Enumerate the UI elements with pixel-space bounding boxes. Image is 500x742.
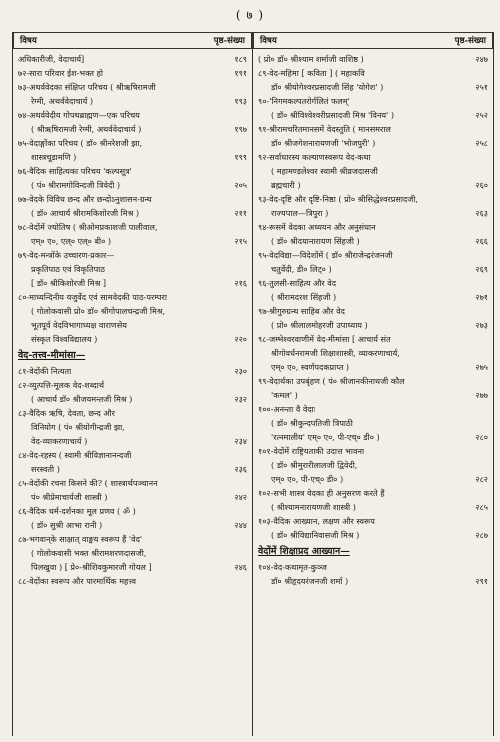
toc-entry-title: ८४-वेद-रहस्य ( स्वामी श्रीविज्ञानानन्दजी — [18, 450, 132, 460]
toc-entry-line — [258, 402, 488, 416]
toc-entry-line — [258, 234, 488, 248]
toc-entry-page — [484, 374, 488, 388]
toc-entry-line — [18, 546, 247, 560]
toc-entry-page — [243, 192, 247, 206]
toc-entry-line — [258, 574, 488, 588]
toc-entry-title: ७७-वेदके विविध छन्द और छन्दोऽनुशासन-ग्रन्थ — [18, 194, 152, 204]
toc-entry-page — [243, 378, 247, 392]
toc-entry-line — [18, 518, 247, 532]
toc-entry-title: चतुर्वेदी, डी० लिट्० ) — [271, 264, 332, 274]
toc-entry-page — [243, 318, 247, 332]
toc-entry-page — [484, 486, 488, 500]
toc-entry-line — [258, 164, 488, 178]
toc-entry-line — [18, 164, 247, 178]
toc-entry — [258, 220, 488, 248]
toc-entry-title: पं० श्रीप्रेमाचार्यजी शास्त्री ) — [31, 492, 108, 502]
toc-entry-page — [243, 504, 247, 518]
toc-entry-line — [258, 150, 488, 164]
toc-entry-page — [484, 458, 488, 472]
toc-entry-line — [258, 332, 488, 346]
toc-entry-line — [18, 560, 247, 574]
toc-entry-line — [18, 234, 247, 248]
toc-entry — [258, 444, 488, 486]
toc-entry-line — [18, 178, 247, 192]
toc-entry-title: शास्त्रचूडामणि ) — [31, 152, 77, 162]
toc-entry-title: ( डॉ० आचार्य श्रीरामकिशोरजी मिश्र ) — [31, 208, 140, 218]
toc-entry-title: ( डॉ० सुश्री आभा रानी ) — [31, 520, 103, 530]
toc-entry-line — [18, 290, 247, 304]
toc-entry-line — [258, 472, 488, 486]
column-header — [253, 32, 493, 49]
toc-entry-page: २३२ — [234, 394, 247, 404]
toc-entry-page: २५८ — [475, 138, 488, 148]
header-subject: विषय — [260, 36, 277, 46]
toc-entry-line — [258, 444, 488, 458]
toc-entry-title: [ डॉ० श्रीकिशोरजी मिश्र ] — [31, 278, 107, 288]
toc-entry-page — [243, 262, 247, 276]
toc-entry-page — [243, 574, 247, 588]
toc-entry-line — [258, 220, 488, 234]
toc-entry — [18, 248, 247, 290]
toc-entry-line — [18, 448, 247, 462]
toc-entry-page — [484, 304, 488, 318]
toc-entry-page: २८५ — [475, 502, 488, 512]
toc-entry-line — [18, 262, 247, 276]
toc-entry — [18, 378, 247, 406]
toc-entry-line — [258, 388, 488, 402]
toc-entry — [18, 290, 247, 346]
toc-entry-line — [18, 392, 247, 406]
toc-entry-title: ७३-अथर्ववेदका संक्षिप्त परिचय ( श्रीऋषिरामजी — [18, 82, 156, 92]
toc-entry-line — [18, 108, 247, 122]
toc-entry-page — [243, 108, 247, 122]
toc-entry-line — [258, 346, 488, 360]
toc-entry-page — [243, 532, 247, 546]
toc-entry — [18, 66, 247, 80]
toc-entry-title: १००-अनन्ता वै वेदाः — [258, 404, 316, 414]
toc-entry-title: ९०-'निगमकल्पतरोर्गलितं फलम्' — [258, 96, 350, 106]
toc-entry-line — [18, 318, 247, 332]
toc-entry-page — [243, 406, 247, 420]
toc-entry-title: पिलखुवा ) [ प्रे०-श्रीशिवकुमारजी गोयल ] — [31, 562, 152, 572]
toc-entry-page: २८२ — [475, 474, 488, 484]
toc-entry-title: संस्कृत विश्वविद्यालय ) — [31, 334, 98, 344]
toc-entry — [18, 136, 247, 164]
toc-entry-line — [18, 332, 247, 346]
toc-entry — [18, 164, 247, 192]
toc-entry-line — [258, 66, 488, 80]
toc-entry-line — [258, 80, 488, 94]
toc-entry-page: २५१ — [475, 82, 488, 92]
toc-entry-line — [18, 420, 247, 434]
toc-entry — [18, 504, 247, 532]
toc-entry-page: २७५ — [475, 362, 488, 372]
toc-entry-page — [484, 402, 488, 416]
toc-entry — [258, 150, 488, 192]
toc-entry-page — [243, 136, 247, 150]
toc-entry-line — [18, 122, 247, 136]
toc-entry-page: २६६ — [475, 236, 488, 246]
toc-entry-line — [18, 66, 247, 80]
toc-entry-line — [258, 136, 488, 150]
toc-entry — [18, 532, 247, 574]
toc-entry-page — [484, 66, 488, 80]
toc-entry-page: २७३ — [475, 320, 488, 330]
page-number: ( ७ ) — [235, 8, 265, 22]
toc-entry-page: १९३ — [234, 96, 247, 106]
toc-entry-title: ८१-वेदोंकी नित्यता — [18, 366, 72, 376]
toc-entry — [18, 192, 247, 220]
toc-entry-line — [258, 290, 488, 304]
toc-entry-line — [18, 406, 247, 420]
toc-entry-line — [18, 136, 247, 150]
toc-entry-line — [258, 486, 488, 500]
toc-entry-page — [484, 444, 488, 458]
toc-entry-line — [258, 206, 488, 220]
toc-entry-page: २३४ — [234, 436, 247, 446]
toc-entry-title: ( गोलोकवासी प्रो० डॉ० श्रीगोपालचन्द्रजी मिश्र, — [31, 306, 166, 316]
toc-columns — [12, 32, 494, 736]
toc-entry — [258, 514, 488, 542]
header-subject: विषय — [20, 36, 37, 46]
toc-entry-title: ( प्रो० श्रीलालमोहरजी उपाध्याय ) — [271, 320, 368, 330]
toc-entry-page — [484, 94, 488, 108]
toc-entry-title: डॉ० श्रीयोगेश्वरप्रसादजी सिंह 'योगेश' ) — [271, 82, 384, 92]
toc-entry-title: डॉ० श्रीजगेशनारायणजी 'भोजपुरी' ) — [271, 138, 376, 148]
toc-entry-title: एम्० ए०, एल्० एल्० बी० ) — [31, 236, 112, 246]
toc-entry-title: ( डॉ० श्रीविश्वेश्वरीप्रसादजी मिश्र 'विनय' ) — [271, 110, 394, 120]
toc-column-right — [253, 32, 494, 736]
toc-entry-page — [484, 346, 488, 360]
toc-entry — [258, 374, 488, 402]
toc-entry — [258, 560, 488, 588]
toc-entry-title: 'कमल' ) — [271, 390, 298, 400]
toc-entry — [18, 364, 247, 378]
toc-entry-line — [258, 514, 488, 528]
toc-entry-line — [258, 262, 488, 276]
toc-entry-page: २४६ — [234, 562, 247, 572]
toc-entry-page — [484, 164, 488, 178]
toc-entry-page — [243, 220, 247, 234]
toc-entry-line — [258, 122, 488, 136]
toc-entry-page — [243, 304, 247, 318]
toc-entry-line — [18, 434, 247, 448]
toc-entry-title: ८०-माध्यन्दिनीय यजुर्वेद एवं सामवेदकी पाठ-परम्परा — [18, 292, 167, 302]
toc-entry-title: ( महामण्डलेश्वर स्वामी श्रीव्रजदासजी — [271, 166, 378, 176]
toc-entry-title: ८५-वेदोंकी रचना किसने की? ( शास्त्रार्थपञ्चानन — [18, 478, 158, 488]
toc-entry-line — [258, 248, 488, 262]
toc-entry-page: २४४ — [234, 520, 247, 530]
toc-entry-line — [18, 52, 247, 66]
toc-entry-page: २१६ — [234, 278, 247, 288]
header-page-count: पृष्ठ-संख्या — [454, 36, 486, 46]
toc-entry-page: २३० — [234, 366, 247, 376]
toc-entry — [258, 248, 488, 276]
toc-entry-title: ९६-तुलसी-साहित्य और वेद — [258, 278, 337, 288]
toc-entry-line — [18, 80, 247, 94]
toc-entry-page: २६९ — [475, 264, 488, 274]
toc-entry-page: २०५ — [234, 180, 247, 190]
toc-entry-title: एम्० ए०, स्वर्णपदकप्राप्त ) — [271, 362, 350, 372]
toc-entry-page — [243, 476, 247, 490]
toc-entry-line — [18, 532, 247, 546]
toc-entry-line — [258, 192, 488, 206]
toc-entry-title: ७४-अथर्ववेदीय गोपथब्राह्मण—एक परिचय — [18, 110, 140, 120]
toc-entry-page: २३६ — [234, 464, 247, 474]
toc-entry-title: ७५-वेदाङ्गोंका परिचय ( डॉ० श्रीनरेशजी झा, — [18, 138, 143, 148]
toc-entry-title: ( गोलोकवासी भक्त श्रीरामशरणदासजी, — [31, 548, 147, 558]
section-heading: वेद-तत्त्व-मीमांसा— — [18, 350, 86, 361]
toc-entry-page — [243, 164, 247, 178]
toc-entry-title: विनियोग ( पं० श्रीयोगीन्द्रजी झा, — [31, 422, 125, 432]
toc-entry — [258, 94, 488, 122]
toc-entry — [258, 276, 488, 304]
toc-entry-title: सरस्वती ) — [31, 464, 60, 474]
toc-entry-line — [258, 374, 488, 388]
toc-entry-title: ७६-वैदिक साहित्यका परिचय 'कल्पसूत्र' — [18, 166, 132, 176]
toc-entry-line — [18, 574, 247, 588]
toc-entry-title: ( श्रीरामदरश सिंहजी ) — [271, 292, 337, 302]
toc-entry-line — [18, 490, 247, 504]
toc-entry-title: १०३-वैदिक आख्यान, लक्षण और स्वरूप — [258, 516, 375, 526]
toc-entries — [18, 52, 247, 346]
toc-entry — [18, 448, 247, 476]
toc-entry-title: ७२-सारा परिवार ईश-भक्त हो — [18, 68, 104, 78]
toc-entry-line — [258, 318, 488, 332]
toc-entry-line — [18, 364, 247, 378]
toc-entry — [18, 80, 247, 108]
toc-entry-title: एम्० ए०, पी-एच्० डी० ) — [271, 474, 344, 484]
toc-entry-title: ८२-व्युत्पत्ति-मूलक वेद-शब्दार्थ — [18, 380, 104, 390]
toc-entry-line — [258, 528, 488, 542]
toc-entry-line — [18, 192, 247, 206]
toc-entry-page: २८७ — [475, 530, 488, 540]
toc-entry — [18, 108, 247, 136]
toc-entries — [258, 52, 488, 542]
toc-entry-title: ९३-वेद-दृष्टि और दृष्टि-निष्ठा ( प्रो० श्रीसिद्धेश्वरप्रसादजी, — [258, 194, 418, 204]
toc-entry-page — [243, 420, 247, 434]
toc-entry-page — [484, 248, 488, 262]
toc-entry-page — [484, 220, 488, 234]
column-header — [13, 32, 252, 49]
toc-entry — [258, 486, 488, 514]
toc-entry-line — [18, 462, 247, 476]
toc-entry — [258, 122, 488, 150]
toc-entry-line — [258, 360, 488, 374]
toc-entry-title: ( श्रीश्यामनारायणजी शास्त्री ) — [271, 502, 356, 512]
toc-entry-title: ८७-भगवान्‌के साक्षात् वाङ्मय स्वरूप हैं 'वेद' — [18, 534, 143, 544]
toc-entry-page: २२० — [234, 334, 247, 344]
toc-entry-title: ९७-श्रीगुरुग्रन्थ साहिब और वेद — [258, 306, 345, 316]
toc-entry-title: राज्यपाल—त्रिपुरा ) — [271, 208, 329, 218]
toc-entry-title: ९१-श्रीरामचरितमानसमें वेदस्तुति ( मानसमराल — [258, 124, 391, 134]
toc-entry-title: ७८-वेदोंमें ज्योतिष ( श्रीओमप्रकाशजी पालीवाल, — [18, 222, 158, 232]
toc-entry-line — [258, 276, 488, 290]
toc-entry-page — [243, 248, 247, 262]
toc-entry-page — [484, 560, 488, 574]
toc-entry-line — [18, 206, 247, 220]
toc-entries — [18, 364, 247, 588]
toc-entry-title: ( प्रो० डॉ० श्रीश्याम शर्माजी वाशिष्ठ ) — [258, 54, 364, 64]
toc-entry-line — [258, 560, 488, 574]
toc-entry-page: २८० — [475, 432, 488, 442]
toc-entries — [258, 560, 488, 588]
toc-entry-line — [258, 430, 488, 444]
toc-entry-line — [258, 108, 488, 122]
toc-entry-page — [484, 276, 488, 290]
toc-entry-page: २६० — [475, 180, 488, 190]
toc-entry-title: ब्रह्मचारी ) — [271, 180, 301, 190]
toc-entry-title: १०२-सभी शास्त्र वेदका ही अनुसरण करते हैं — [258, 488, 385, 498]
toc-entry — [258, 304, 488, 332]
toc-entry-line — [18, 220, 247, 234]
toc-entry-title: ९९-वेदार्थका उपबृंहण ( पं० श्रीजानकीनाथजी कौल — [258, 376, 405, 386]
toc-entry-line — [258, 304, 488, 318]
toc-entry-page: २७७ — [475, 390, 488, 400]
toc-entry-line — [258, 178, 488, 192]
toc-entry-title: डॉ० श्रीहृदयरंजनजी शर्मा ) — [271, 576, 349, 586]
toc-entry-page: २७१ — [475, 292, 488, 302]
toc-entry-line — [258, 52, 488, 66]
toc-entry-page: १९१ — [234, 68, 247, 78]
toc-entry-line — [18, 504, 247, 518]
toc-entry — [258, 192, 488, 220]
toc-column-left — [12, 32, 253, 736]
toc-entry-title: ७९-वेद-मन्त्रोंके उच्चारण-प्रकार— — [18, 250, 115, 260]
toc-entry-line — [258, 458, 488, 472]
toc-entry-title: ( डॉ० श्रीदयानारायण सिंहजी ) — [271, 236, 360, 246]
toc-entry-page: २१५ — [234, 236, 247, 246]
toc-entry-title: रेग्मी, अथर्ववेदाचार्य ) — [31, 96, 94, 106]
toc-entry-page — [484, 332, 488, 346]
toc-entry — [18, 574, 247, 588]
toc-entry-line — [18, 476, 247, 490]
toc-entry-page: २९१ — [475, 576, 488, 586]
section-heading: वेदोंमें शिक्षाप्रद आख्यान— — [258, 546, 350, 557]
toc-entry-title: ( पं० श्रीरामगोविन्दजी त्रिवेदी ) — [31, 180, 121, 190]
toc-entry-title: 'रत्नमालीय' एम्० ए०, पी-एच्० डी० ) — [271, 432, 380, 442]
toc-entry-title: ८६-वैदिक धर्म-दर्शनका मूल प्रणव ( ॐ ) — [18, 506, 136, 516]
toc-entry-page: २६३ — [475, 208, 488, 218]
toc-entry — [18, 52, 247, 66]
toc-entry-page — [243, 290, 247, 304]
toc-entry-line — [18, 150, 247, 164]
toc-entry-page — [484, 416, 488, 430]
toc-entry — [18, 220, 247, 248]
toc-entry-line — [258, 500, 488, 514]
toc-entry-title: भूतपूर्व वेदविभागाध्यक्ष वाराणसेय — [31, 320, 127, 330]
toc-entry-line — [18, 378, 247, 392]
toc-entry-page — [484, 122, 488, 136]
toc-entry-title: ( श्रीऋषिरामजी रेग्मी, अथर्ववेदाचार्य ) — [31, 124, 142, 134]
toc-entry-line — [18, 248, 247, 262]
header-page-count: पृष्ठ-संख्या — [213, 36, 245, 46]
toc-entry-title: ( डॉ० श्रीविद्यानिवासजी मिश्र ) — [271, 530, 360, 540]
toc-entry-line — [18, 304, 247, 318]
toc-entry-title: ९४-रूसमें वेदका अध्ययन और अनुसंधान — [258, 222, 376, 232]
toc-entry-title: श्रीगोवर्धनरामजी शिक्षाशास्त्री, व्याकरणाचार्य, — [271, 348, 400, 358]
toc-entry-page: १८९ — [234, 54, 247, 64]
toc-entry-title: ९२-सर्वाधारस्य कल्याणस्वरूप वेद-कथा — [258, 152, 371, 162]
toc-entry-line — [18, 94, 247, 108]
toc-entry-title: १०१-वेदोंमें राष्ट्रियताकी उदात्त भावना — [258, 446, 365, 456]
toc-entry — [258, 402, 488, 444]
toc-entry-title: ८९-वेद-महिमा [ कविता ] ( महाकवि — [258, 68, 365, 78]
toc-entry-page: २४७ — [475, 54, 488, 64]
toc-entry — [258, 332, 488, 374]
toc-entry-title: प्रकृतिपाठ एवं विकृतिपाठ — [31, 264, 105, 274]
toc-entry-line — [258, 416, 488, 430]
toc-entry — [18, 476, 247, 504]
toc-entry-title: ८३-वैदिक ऋषि, देवता, छन्द और — [18, 408, 115, 418]
toc-entry — [258, 66, 488, 94]
toc-entry-title: ( डॉ० श्रीकुन्दपतिजी त्रिपाठी — [271, 418, 353, 428]
toc-entry-page: २४२ — [234, 492, 247, 502]
toc-entry-line — [18, 276, 247, 290]
toc-entry-page — [243, 448, 247, 462]
toc-entry-page: १९७ — [234, 124, 247, 134]
toc-entry-page: १९९ — [234, 152, 247, 162]
toc-entry-page — [484, 514, 488, 528]
toc-entry-page: २११ — [234, 208, 247, 218]
toc-entry-line — [258, 94, 488, 108]
toc-entry-title: वेद-व्याकरणाचार्य ) — [31, 436, 88, 446]
toc-entry-title: ( आचार्य डॉ० श्रीजयमन्तजी मिश्र ) — [31, 394, 133, 404]
toc-entry-title: १०४-वेद-कथामृत-कुञ्ज — [258, 562, 327, 572]
toc-entry-page: २५२ — [475, 110, 488, 120]
toc-entry-title: ८८-वेदोंका स्वरूप और पारमार्थिक महत्त्व — [18, 576, 136, 586]
toc-entry-title: अधिकारीजी, वेदाचार्य] — [18, 54, 85, 64]
toc-entry — [258, 52, 488, 66]
toc-entry-page — [243, 80, 247, 94]
toc-entry — [18, 406, 247, 448]
toc-entry-title: ( डॉ० श्रीमुरारीलालजी द्विवेदी, — [271, 460, 358, 470]
toc-entry-page — [484, 150, 488, 164]
toc-entry-page — [243, 546, 247, 560]
toc-entry-page — [484, 192, 488, 206]
toc-entry-title: ९८-जम्भेश्वरवाणीमें वेद-मीमांसा [ आचार्य संत — [258, 334, 391, 344]
toc-entry-title: ९५-वेदविद्या—विदेशोंमें ( डॉ० श्रीराजेन्द्ररंजनजी — [258, 250, 393, 260]
